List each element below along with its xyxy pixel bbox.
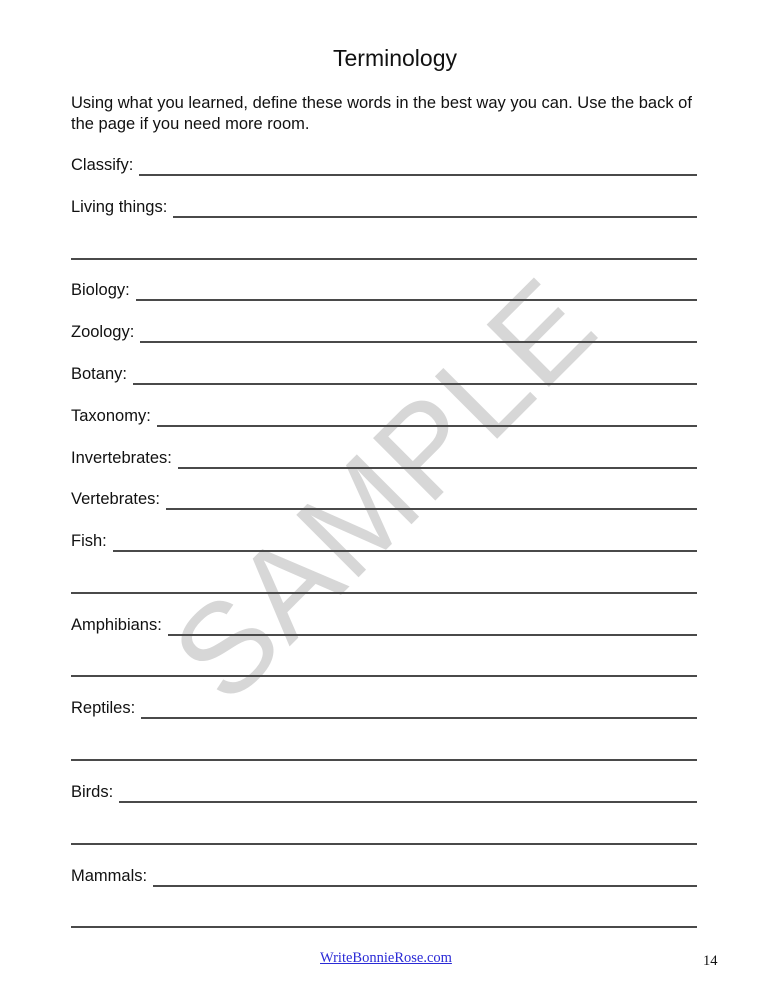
definition-row-continuation[interactable] — [71, 238, 697, 260]
term-label: Amphibians: — [71, 616, 162, 634]
term-label: Reptiles: — [71, 699, 136, 717]
term-label: Vertebrates: — [71, 490, 160, 508]
term-label: Mammals: — [71, 867, 148, 885]
term-label: Botany: — [71, 365, 127, 383]
answer-line[interactable] — [71, 258, 697, 260]
answer-line[interactable] — [119, 801, 697, 803]
answer-line[interactable] — [133, 383, 697, 385]
definition-row-botany[interactable] — [71, 363, 697, 385]
definition-row-invertebrates[interactable] — [71, 447, 697, 469]
definition-row-classify[interactable] — [71, 154, 697, 176]
term-label: Birds: — [71, 783, 114, 801]
answer-line[interactable] — [157, 425, 697, 427]
answer-line[interactable] — [153, 885, 697, 887]
answer-line[interactable] — [140, 341, 697, 343]
definition-row-continuation[interactable] — [71, 655, 697, 677]
definition-row-vertebrates[interactable] — [71, 488, 697, 510]
term-label: Classify: — [71, 156, 134, 174]
definition-row-mammals[interactable] — [71, 865, 697, 887]
term-label: Biology: — [71, 281, 130, 299]
definition-row-birds[interactable] — [71, 781, 697, 803]
answer-line[interactable] — [71, 759, 697, 761]
answer-line[interactable] — [141, 717, 697, 719]
term-label: Taxonomy: — [71, 407, 151, 425]
sample-watermark: SAMPLE — [146, 251, 624, 729]
answer-line[interactable] — [71, 926, 697, 928]
definition-row-zoology[interactable] — [71, 321, 697, 343]
answer-line[interactable] — [71, 592, 697, 594]
term-label: Fish: — [71, 532, 107, 550]
answer-line[interactable] — [136, 299, 697, 301]
definition-row-taxonomy[interactable] — [71, 405, 697, 427]
term-label: Living things: — [71, 198, 168, 216]
definition-row-continuation[interactable] — [71, 906, 697, 928]
definition-row-amphibians[interactable] — [71, 614, 697, 636]
definition-row-fish[interactable] — [71, 530, 697, 552]
definition-row-continuation[interactable] — [71, 739, 697, 761]
answer-line[interactable] — [178, 467, 697, 469]
definition-row-continuation[interactable] — [71, 823, 697, 845]
answer-line[interactable] — [71, 675, 697, 677]
definition-row-living-things[interactable] — [71, 196, 697, 218]
instructions-text: Using what you learned, define these words in the best way you can. Use the back of the page if you need more room. — [71, 94, 692, 133]
answer-line[interactable] — [168, 634, 697, 636]
page-number: 14 — [703, 953, 718, 969]
answer-line[interactable] — [139, 174, 697, 176]
website-link[interactable]: WriteBonnieRose.com — [320, 950, 452, 966]
page-title: Terminology — [333, 45, 457, 71]
definition-row-continuation[interactable] — [71, 572, 697, 594]
definition-row-biology[interactable] — [71, 279, 697, 301]
term-label: Invertebrates: — [71, 449, 172, 467]
answer-line[interactable] — [166, 508, 697, 510]
answer-line[interactable] — [113, 550, 697, 552]
definition-row-reptiles[interactable] — [71, 697, 697, 719]
term-label: Zoology: — [71, 323, 135, 341]
answer-line[interactable] — [173, 216, 697, 218]
answer-line[interactable] — [71, 843, 697, 845]
